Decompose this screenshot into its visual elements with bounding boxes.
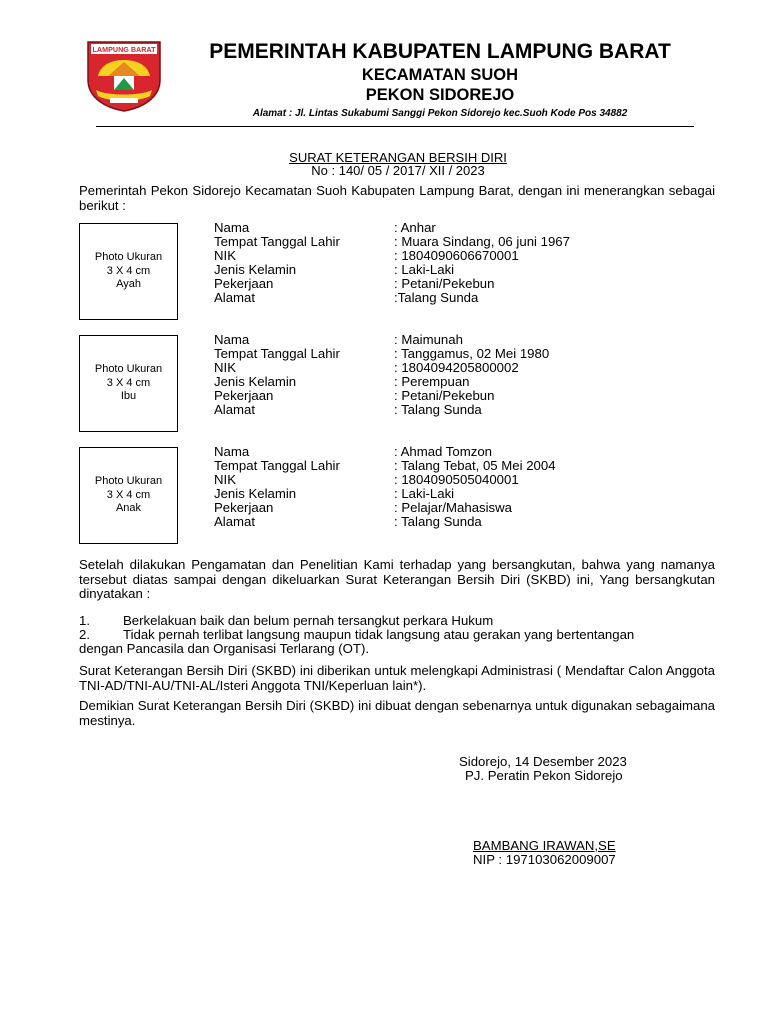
list-text: Tidak pernah terlibat langsung maupun tidak langsung atau gerakan yang bertentangan	[123, 627, 635, 642]
field-row	[214, 389, 634, 403]
field-row	[214, 277, 634, 291]
mother-details	[214, 333, 634, 417]
field-label: Alamat	[214, 290, 256, 305]
field-value: : 1804094205800002	[394, 360, 519, 375]
signer-position: PJ. Peratin Pekon Sidorejo	[465, 768, 623, 783]
field-value: : Perempuan	[394, 374, 470, 389]
list-text: Berkelakuan baik dan belum pernah tersangkut perkara Hukum	[123, 613, 494, 628]
village-title: PEKON SIDOREJO	[365, 86, 515, 104]
document-title: SURAT KETERANGAN BERSIH DIRI	[289, 150, 507, 165]
district-title: KECAMATAN SUOH	[361, 66, 519, 84]
field-label: Pekerjaan	[214, 388, 274, 403]
list-item-continuation: dengan Pancasila dan Organisasi Terlarang (OT).	[79, 641, 370, 656]
regency-seal-icon	[86, 40, 162, 112]
intro-paragraph: Pemerintah Pekon Sidorejo Kecamatan Suoh Kabupaten Lampung Barat, dengan ini menerangkan sebagai berikut :	[79, 183, 715, 213]
field-label: NIK	[214, 248, 236, 263]
signer-name: BAMBANG IRAWAN,SE	[473, 838, 616, 853]
field-value: : Maimunah	[394, 332, 463, 347]
field-row	[214, 221, 634, 235]
field-label: Jenis Kelamin	[214, 374, 297, 389]
field-value: : Laki-Laki	[394, 486, 455, 501]
observation-paragraph: Setelah dilakukan Pengamatan dan Penelitian Kami terhadap yang bersangkutan, bahwa yang namanya tersebut diatas sampai dengan dikeluarkan Surat Keterangan Bersih Diri (SKBD) ini, Yang bersangkutan dinyatakan :	[79, 557, 715, 601]
field-row	[214, 249, 634, 263]
photo-role: Anak	[115, 502, 142, 515]
field-value: : Tanggamus, 02 Mei 1980	[394, 346, 550, 361]
field-label: Nama	[214, 444, 250, 459]
field-label: NIK	[214, 360, 236, 375]
field-label: Pekerjaan	[214, 276, 274, 291]
list-number: 2.	[79, 627, 90, 642]
field-value: : Pelajar/Mahasiswa	[394, 500, 513, 515]
field-label: Jenis Kelamin	[214, 262, 297, 277]
field-value: : Talang Sunda	[394, 402, 482, 417]
father-details	[214, 221, 634, 305]
office-address: Alamat : Jl. Lintas Sukabumi Sanggi Pekon Sidorejo kec.Suoh Kode Pos 34882	[252, 108, 628, 119]
field-row	[214, 473, 634, 487]
photo-placeholder-mother	[79, 335, 178, 432]
photo-size: 3 X 4 cm	[106, 376, 151, 389]
field-value: : Talang Sunda	[394, 514, 482, 529]
field-row	[214, 445, 634, 459]
field-value: : Laki-Laki	[394, 262, 455, 277]
field-row	[214, 403, 634, 417]
field-row	[214, 263, 634, 277]
list-item	[79, 614, 715, 628]
field-row	[214, 291, 634, 305]
field-label: Jenis Kelamin	[214, 486, 297, 501]
document-number: No : 140/ 05 / 2017/ XII / 2023	[311, 163, 485, 178]
field-row	[214, 501, 634, 515]
photo-role: Ibu	[120, 390, 137, 403]
field-value: : Talang Tebat, 05 Mei 2004	[394, 458, 556, 473]
header-divider	[96, 126, 694, 127]
field-row	[214, 515, 634, 529]
photo-size: 3 X 4 cm	[106, 264, 151, 277]
field-label: Pekerjaan	[214, 500, 274, 515]
field-row	[214, 347, 634, 361]
photo-caption: Photo Ukuran	[94, 475, 163, 488]
field-row	[214, 487, 634, 501]
lampung-barat-logo	[86, 40, 162, 112]
photo-caption: Photo Ukuran	[94, 363, 163, 376]
purpose-paragraph: Surat Keterangan Bersih Diri (SKBD) ini diberikan untuk melengkapi Administrasi ( Mendaftar Calon Anggota TNI-AD/TNI-AU/TNI-AL/Isteri Anggota TNI/Keperluan lain*).	[79, 663, 715, 693]
field-row	[214, 333, 634, 347]
photo-size: 3 X 4 cm	[106, 488, 151, 501]
field-row	[214, 459, 634, 473]
closing-paragraph: Demikian Surat Keterangan Bersih Diri (SKBD) ini dibuat dengan sebenarnya untuk digunakan sebagaimana mestinya.	[79, 698, 715, 728]
place-date: Sidorejo, 14 Desember 2023	[459, 754, 627, 769]
field-value: : Ahmad Tomzon	[394, 444, 492, 459]
field-row	[214, 361, 634, 375]
statement-list	[79, 614, 715, 656]
field-value: : Anhar	[394, 220, 436, 235]
field-value: : Petani/Pekebun	[394, 388, 495, 403]
government-title: PEMERINTAH KABUPATEN LAMPUNG BARAT	[209, 40, 671, 63]
field-label: Nama	[214, 220, 250, 235]
field-label: Tempat Tanggal Lahir	[214, 458, 340, 473]
field-value: : 1804090505040001	[394, 472, 519, 487]
field-label: Alamat	[214, 402, 256, 417]
field-value: : 1804090606670001	[394, 248, 519, 263]
field-value: : Petani/Pekebun	[394, 276, 495, 291]
field-label: Tempat Tanggal Lahir	[214, 346, 340, 361]
field-label: NIK	[214, 472, 236, 487]
list-number: 1.	[79, 613, 90, 628]
field-value: :Talang Sunda	[394, 290, 479, 305]
child-details	[214, 445, 634, 529]
field-label: Alamat	[214, 514, 256, 529]
photo-role: Ayah	[116, 278, 141, 291]
field-label: Nama	[214, 332, 250, 347]
field-row	[214, 235, 634, 249]
field-value: : Muara Sindang, 06 juni 1967	[394, 234, 570, 249]
photo-placeholder-father	[79, 223, 178, 320]
photo-caption: Photo Ukuran	[94, 251, 163, 264]
photo-placeholder-child	[79, 447, 178, 544]
field-label: Tempat Tanggal Lahir	[214, 234, 340, 249]
list-item	[79, 628, 715, 642]
signer-nip: NIP : 197103062009007	[473, 852, 616, 867]
field-row	[214, 375, 634, 389]
logo-text: LAMPUNG BARAT	[92, 45, 156, 54]
